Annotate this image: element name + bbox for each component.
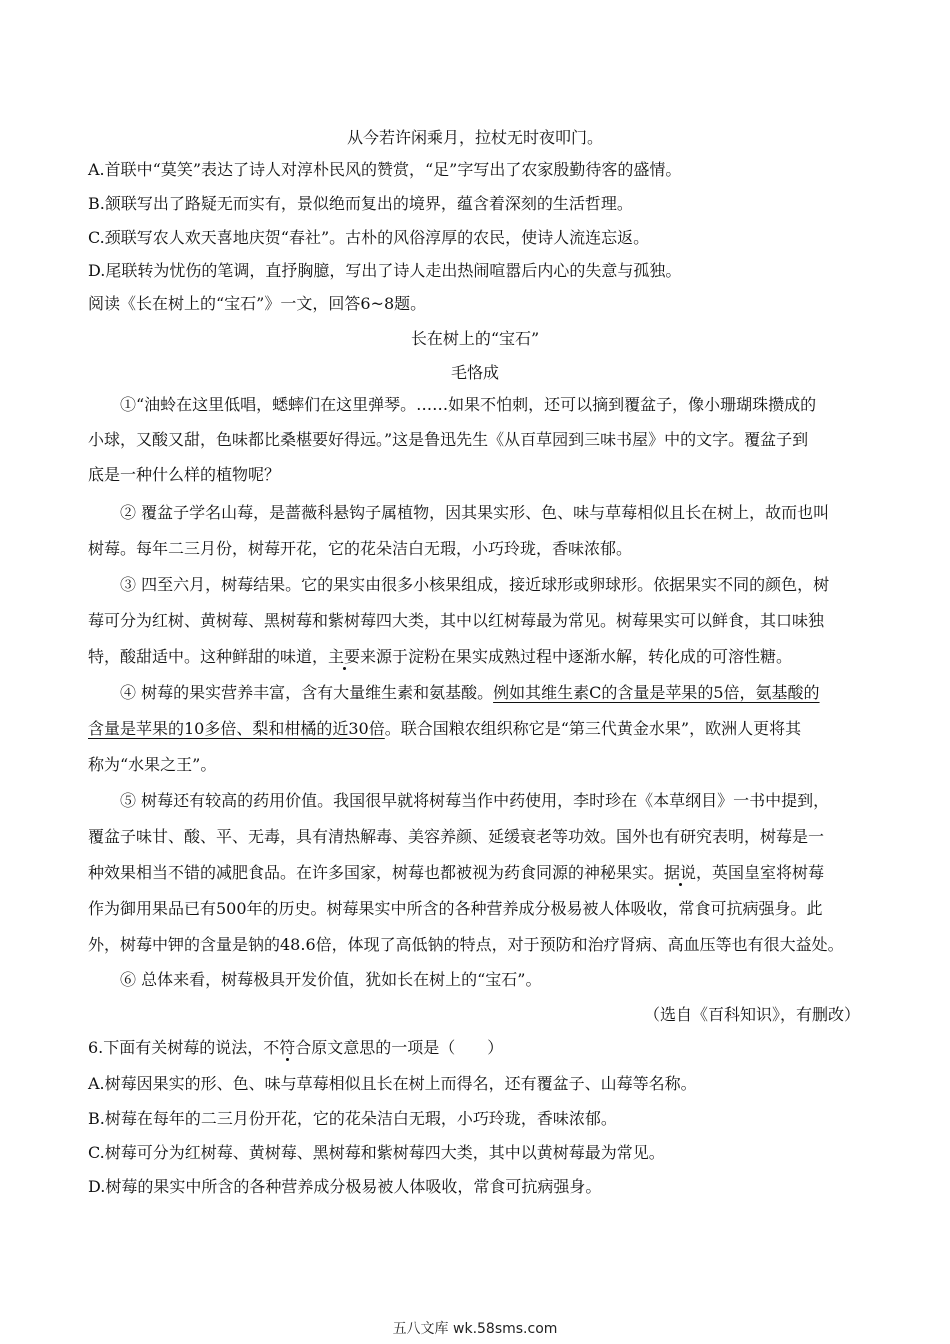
q6-emphasis-dotted: 不符合: [263, 1038, 312, 1057]
article-author: 毛恪成: [450, 363, 499, 382]
page-footer: 五八文库 wk.58sms.com: [392, 1321, 558, 1337]
p5-emphasis-dotted: 据说: [664, 863, 697, 882]
article-source: （选自《百科知识》，有删改）: [643, 1005, 860, 1024]
paragraph-4-line-1: [120, 681, 820, 705]
paragraph-5-line-3: [88, 861, 824, 885]
paragraph-5-line-2: 覆盆子味甘、酸、平、无毒，具有清热解毒、美容养颜、延缓衰老等功效。国外也有研究表明，树莓是一: [88, 827, 825, 846]
q6-option-a: A.树莓因果实的形、色、味与草莓相似且长在树上而得名，还有覆盆子、山莓等名称。: [88, 1074, 697, 1093]
paragraph-3-line-2: 莓可分为红树、黄树莓、黑树莓和紫树莓四大类，其中以红树莓最为常见。树莓果实可以鲜食，其口味独: [88, 611, 825, 630]
paragraph-4-line-2: [88, 717, 801, 741]
q6-option-b: B.树莓在每年的二三月份开花，它的花朵洁白无瑕，小巧玲珑，香味浓郁。: [88, 1109, 617, 1128]
p3-emphasis-dotted: 主要: [328, 647, 361, 666]
p3-text-after: 来源于淀粉在果实成熟过程中逐渐水解，转化成的可溶性糖。: [360, 647, 793, 666]
paragraph-1-line-3: 底是一种什么样的植物呢？: [88, 465, 281, 484]
q5-option-d: D.尾联转为忧伤的笔调，直抒胸臆，写出了诗人走出热闹喧嚣后内心的失意与孤独。: [88, 261, 682, 280]
q6-stem-before: 6.下面有关树莓的说法，: [88, 1038, 264, 1057]
paragraph-4-line-3: 称为“水果之王”。: [88, 755, 217, 774]
q5-option-b: B.颔联写出了路疑无而实有，景似绝而复出的境界，蕴含着深刻的生活哲理。: [88, 194, 633, 213]
paragraph-5-line-1: ⑤ 树莓还有较高的药用价值。我国很早就将树莓当作中药使用，李时珍在《本草纲目》一书中提到，: [120, 791, 830, 810]
p5-text-before: 种效果相当不错的减肥食品。在许多国家，树莓也都被视为药食同源的神秘果实。: [88, 863, 665, 882]
reading-intro: 阅读《长在树上的“宝石”》一文，回答6~8题。: [88, 294, 427, 313]
p4-text-after: 。联合国粮农组织称它是“第三代黄金水果”，欧洲人更将其: [384, 719, 802, 738]
q6-option-c: C.树莓可分为红树莓、黄树莓、黑树莓和紫树莓四大类，其中以黄树莓最为常见。: [88, 1143, 665, 1162]
paragraph-1-line-2: 小球，又酸又甜，色味都比桑椹要好得远。”这是鲁迅先生《从百草园到三味书屋》中的文字。覆盆子到: [88, 430, 809, 449]
question-6-stem: [88, 1036, 503, 1060]
paragraph-2-line-1: ② 覆盆子学名山莓，是蔷薇科悬钩子属植物，因其果实形、色、味与草莓相似且长在树上，故而也叫: [120, 503, 830, 522]
p4-text-before: ④ 树莓的果实营养丰富，含有大量维生素和氨基酸。: [120, 683, 494, 702]
paragraph-5-line-5: 外，树莓中钾的含量是钠的48.6倍，体现了高低钠的特点，对于预防和治疗肾病、高血压等也有很大益处。: [88, 935, 844, 954]
paragraph-3-line-1: ③ 四至六月，树莓结果。它的果实由很多小核果组成，接近球形或卵球形。依据果实不同的颜色，树: [120, 575, 830, 594]
paragraph-3-line-3: [88, 645, 792, 669]
p3-text-before: 特，酸甜适中。这种鲜甜的味道，: [88, 647, 329, 666]
q6-stem-after: 原文意思的一项是（ ）: [311, 1038, 504, 1057]
paragraph-2-line-2: 树莓。每年二三月份，树莓开花，它的花朵洁白无瑕，小巧玲珑，香味浓郁。: [88, 539, 633, 558]
paragraph-1-line-1: ①“油蛉在这里低唱，蟋蟀们在这里弹琴。……如果不怕刺，还可以摘到覆盆子，像小珊瑚珠攒成的: [120, 395, 817, 414]
p4-underlined-text-2: 含量是苹果的10多倍、梨和柑橘的近30倍: [88, 719, 385, 738]
p5-text-after: ，英国皇室将树莓: [696, 863, 825, 882]
paragraph-6: ⑥ 总体来看，树莓极具开发价值，犹如长在树上的“宝石”。: [120, 970, 542, 989]
q5-option-c: C.颈联写农人欢天喜地庆贺“春社”。古朴的风俗淳厚的农民，使诗人流连忘返。: [88, 228, 650, 247]
article-title: 长在树上的“宝石”: [410, 329, 540, 348]
poem-last-line: 从今若许闲乘月，拉杖无时夜叩门。: [346, 128, 603, 147]
q5-option-a: A.首联中“莫笑”表达了诗人对淳朴民风的赞赏，“足”字写出了农家殷勤待客的盛情。: [88, 160, 682, 179]
p4-underlined-text-1: 例如其维生素C的含量是苹果的5倍，氨基酸的: [493, 683, 820, 702]
paragraph-5-line-4: 作为御用果品已有500年的历史。树莓果实中所含的各种营养成分极易被人体吸收，常食可抗病强身。此: [88, 899, 823, 918]
q6-option-d: D.树莓的果实中所含的各种营养成分极易被人体吸收，常食可抗病强身。: [88, 1177, 602, 1196]
